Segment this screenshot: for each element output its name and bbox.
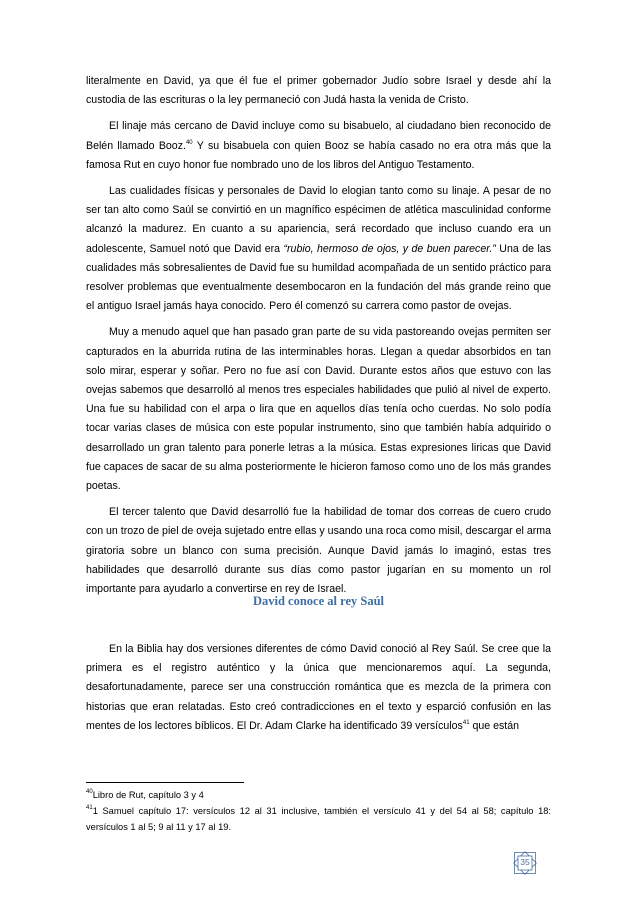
paragraph-1: literalmente en David, ya que él fue el primer gobernador Judío sobre Israel y desde ahí la custodia de las escrituras o la ley permaneció con Judá hasta la venida de Cristo. bbox=[86, 75, 551, 107]
paragraph-6-text-b: que están bbox=[469, 719, 520, 732]
footnote-ref-41[interactable]: 41 bbox=[462, 719, 470, 726]
footnote-separator bbox=[86, 782, 244, 783]
body-text bbox=[86, 72, 551, 606]
paragraph-3 bbox=[86, 182, 551, 316]
paragraph-2 bbox=[86, 117, 551, 175]
footnote-number: 40 bbox=[86, 789, 93, 795]
paragraph-6-text-a: En la Biblia hay dos versiones diferentes de cómo David conoció al Rey Saúl. Se cree que la primera es el registro auténtico y la única que mencionaremos aquí. La segunda, desafortunadamente, parece ser una construcción romántica que es mezcla de la primera con historias que eran relatadas. Esto creó contradicciones en el texto y esparció confusión en las mentes de los lectores bíblicos. El Dr. Adam Clarke ha identificado 39 versículos bbox=[86, 643, 551, 732]
paragraph-2-text-a: El linaje más cercano de David incluye como su bisabuelo, al ciudadano bien reconocido de Belén llamado Booz. bbox=[86, 120, 551, 152]
section-2-text bbox=[86, 640, 551, 736]
footnote-text: Libro de Rut, capítulo 3 y 4 bbox=[92, 790, 204, 800]
paragraph-6 bbox=[86, 640, 551, 736]
footnote-41 bbox=[86, 803, 551, 835]
footnote-ref-40[interactable]: 40 bbox=[185, 139, 193, 146]
page-number: 35 bbox=[520, 857, 530, 867]
paragraph-3-quote: “rubio, hermoso de ojos, y de buen parecer.” bbox=[283, 242, 496, 255]
footnote-text: 1 Samuel capítulo 17: versículos 12 al 31 inclusive, también el versículo 41 y del 54 al 58; capítulo 18: versículos 1 al 5; 9 al 11 y 17 al 19. bbox=[86, 806, 551, 832]
footnote-40 bbox=[86, 787, 551, 803]
section-heading: David conoce al rey Saúl bbox=[252, 594, 385, 608]
footnote-number: 41 bbox=[86, 805, 93, 811]
page-number-badge bbox=[513, 851, 537, 875]
paragraph-3-text-a: Las cualidades físicas y personales de David lo elogian tanto como su linaje. A pesar de no ser tan alto como Saúl se convirtió en un magnífico espécimen de atlética masculinidad conforme alcanzó la madurez. En cuanto a su apariencia, será recordado que incluso cuando era un adolescente, Samuel notó que David era bbox=[86, 185, 551, 255]
paragraph-3-text-b: Una de las cualidades más sobresalientes de David fue su humildad acompañada de un sentido práctico para resolver problemas que eventualmente desembocaron en la fundación del más grande reino que el antiguo Israel jamás haya conocido. Pero él comenzó su carrera como pastor de ovejas. bbox=[86, 242, 551, 313]
paragraph-5: El tercer talento que David desarrolló fue la habilidad de tomar dos correas de cuero crudo con un trozo de piel de oveja sujetado entre ellas y usando una roca como misil, descargar el arma giratoria sobre un blanco con suma precisión. Aunque David jamás lo imaginó, estas tres habilidades que desarrolló durante sus días como pastor jugarían en su momento un rol importante para ayudarlo a convertirse en rey de Israel. bbox=[86, 506, 551, 596]
footnotes bbox=[86, 787, 551, 835]
paragraph-2-text-b: Y su bisabuela con quien Booz se había casado no era otra más que la famosa Rut en cuyo honor fue nombrado uno de los libros del Antiguo Testamento. bbox=[86, 139, 551, 171]
paragraph-4: Muy a menudo aquel que han pasado gran parte de su vida pastoreando ovejas permiten ser capturados en la aburrida rutina de las interminables horas. Llegan a quedar absorbidos en tan solo mirar, esperar y soñar. Pero no fue así con David. Durante estos años que estuvo con las ovejas sabemos que desarrolló al menos tres especiales habilidades que pulió al nivel de experto. Una fue su habilidad con el arpa o lira que en aquellos días tenía ocho cuerdas. No solo podía tocar varias clases de música con este popular instrumento, sino que también había adquirido o desarrollado un gran talento para ponerle letras a la música. Estas expresiones liricas que David fue capaces de sacar de su alma posteriormente le hicieron famoso como uno de los más grandes poetas. bbox=[86, 326, 551, 493]
